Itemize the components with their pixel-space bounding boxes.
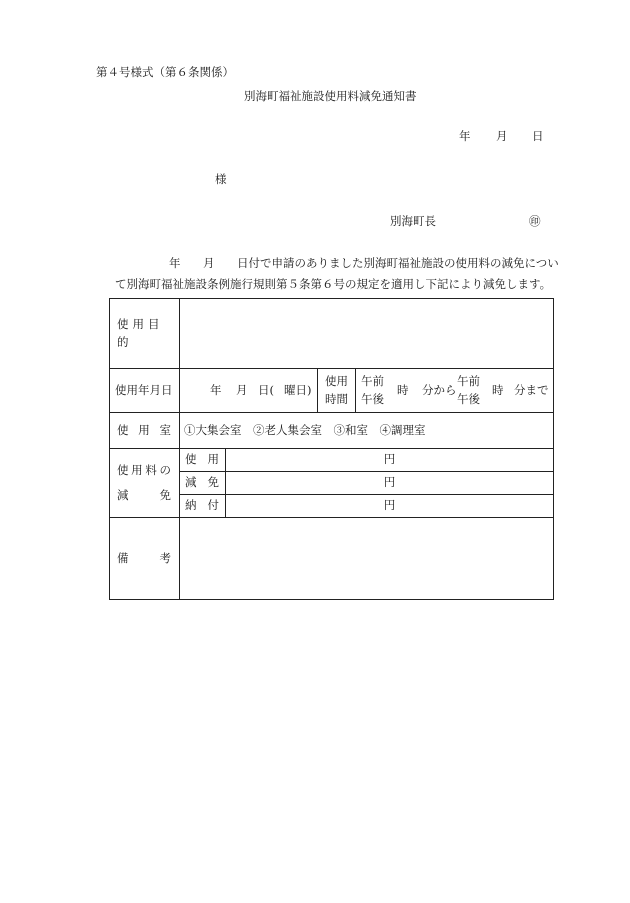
fee-label-char-3: 料 [145, 462, 157, 477]
issuer-name: 別海町長 [390, 214, 436, 228]
fee-row-reduction-yen: 円 [383, 475, 396, 490]
purpose-label: 使用目的 [117, 317, 164, 349]
date-year: 年 [459, 129, 471, 143]
end-minute-until: 分まで [514, 382, 549, 397]
fee-row-reduction-amount[interactable] [226, 472, 554, 495]
fee-label-char-2: 用 [131, 462, 143, 477]
body-line2: て別海町福祉施設条例施行規則第５条第６号の規定を適用し下記により減免します。 [115, 277, 552, 291]
time-label-line1: 使用 [325, 374, 348, 389]
use-date-year: 年 [210, 382, 222, 397]
fee-row-payment-yen: 円 [383, 498, 396, 513]
end-hour: 時 [492, 382, 504, 397]
end-am: 午前 [457, 373, 480, 388]
use-date-day: 日( [258, 382, 274, 397]
purpose-label-cell [110, 299, 180, 369]
fee-label-char-6: 免 [159, 488, 171, 502]
date-day: 日 [532, 129, 544, 143]
start-am: 午前 [361, 373, 384, 388]
fee-row-use-label-cell [180, 449, 226, 472]
start-minute-from: 分から [422, 382, 457, 397]
room-label-char-3: 室 [159, 422, 171, 437]
body-month: 月 [203, 256, 215, 270]
room-label-char-1: 使 [117, 422, 129, 437]
body-line1-rest: 日付で申請のありました別海町福祉施設の使用料の減免につい [237, 256, 559, 270]
start-hour: 時 [397, 382, 409, 397]
date-label: 使用年月日 [115, 382, 173, 397]
fee-label-char-4: の [159, 462, 171, 477]
use-date-weekday: 曜日) [284, 382, 312, 397]
room-options: ①大集会室 ②老人集会室 ③和室 ④調理室 [184, 422, 426, 437]
time-value-cell[interactable] [356, 369, 554, 413]
purpose-value-cell[interactable] [180, 299, 554, 369]
room-options-cell[interactable] [180, 413, 554, 449]
fee-row-payment-char-1: 納 [185, 498, 197, 513]
remarks-value-cell[interactable] [180, 518, 554, 600]
form-table [109, 298, 554, 600]
room-label-cell [110, 413, 180, 449]
date-month: 月 [496, 129, 508, 143]
fee-row-use-char-2: 用 [207, 452, 219, 467]
addressee-sama: 様 [215, 172, 227, 186]
remarks-label-cell [110, 518, 180, 600]
end-pm: 午後 [457, 391, 480, 406]
fee-row-payment-char-2: 付 [207, 498, 219, 513]
fee-label-cell [110, 449, 180, 518]
use-date-month: 月 [236, 382, 248, 397]
form-number: 第４号様式（第６条関係） [96, 65, 234, 79]
date-label-cell [110, 369, 180, 413]
time-label-cell [318, 369, 356, 413]
fee-row-reduction-char-1: 減 [185, 475, 197, 490]
start-pm: 午後 [361, 391, 384, 406]
fee-row-use-char-1: 使 [185, 452, 197, 467]
fee-row-use-amount[interactable] [226, 449, 554, 472]
fee-row-reduction-char-2: 免 [207, 475, 219, 490]
remarks-label-char-1: 備 [117, 550, 129, 565]
remarks-label-char-2: 考 [159, 550, 171, 565]
time-label-line2: 時間 [325, 391, 348, 406]
body-year: 年 [169, 256, 181, 270]
fee-row-payment-label-cell [180, 495, 226, 518]
fee-label-char-1: 使 [117, 462, 129, 477]
document-title: 別海町福祉施設使用料減免通知書 [244, 89, 417, 103]
date-value-cell[interactable] [180, 369, 318, 413]
room-label-char-2: 用 [138, 422, 150, 437]
fee-row-payment-amount[interactable] [226, 495, 554, 518]
fee-row-reduction-label-cell [180, 472, 226, 495]
fee-row-use-yen: 円 [383, 452, 396, 467]
fee-label-char-5: 減 [117, 488, 129, 502]
seal-mark: ㊞ [529, 214, 541, 228]
